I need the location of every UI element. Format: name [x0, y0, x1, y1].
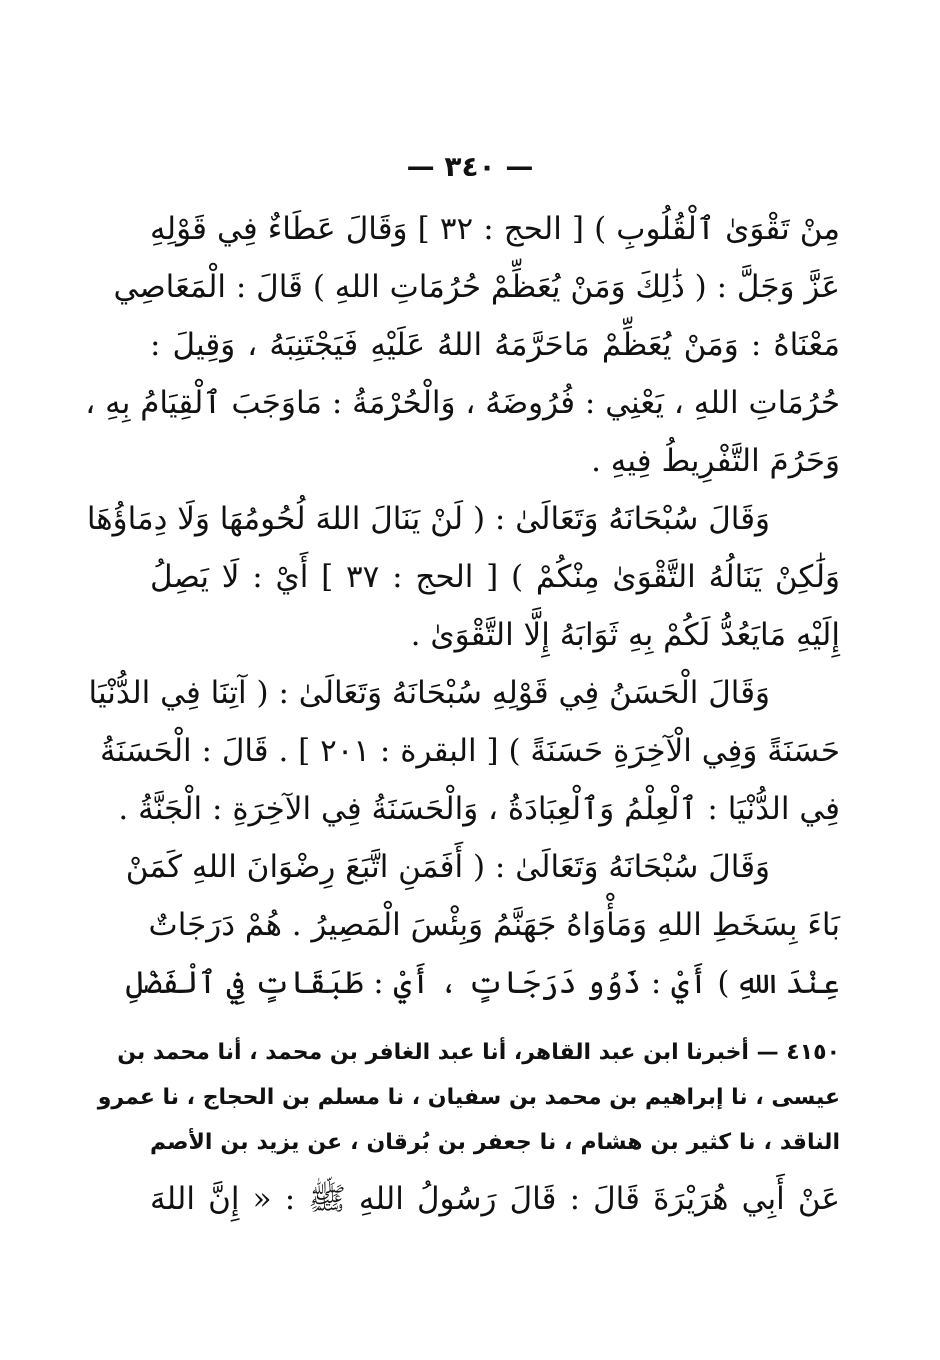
text-line: عَنْ أَبِي هُرَيْرَةَ قَالَ : قَالَ رَسُولُ اللهِ ﷺ : « إِنَّ اللهَ [150, 1181, 840, 1217]
text-line: حَسَنَةً وَفِي الْآخِرَةِ حَسَنَةً ) [ البقرة : ٢٠١ ] . قَالَ : الْحَسَنَةُ [99, 733, 840, 769]
text-line: بَاءَ بِسَخَطِ اللهِ وَمَأْوَاهُ جَهَنَّمُ وَبِئْسَ الْمَصِيرُ . هُمْ دَرَجَاتٌ [148, 907, 840, 943]
text-line: إِلَيْهِ مَايَعُدُّ لَكُمْ بِهِ ثَوَابَهُ إِلَّا التَّقْوَىٰ . [410, 617, 840, 653]
hadith-chain [97, 1030, 840, 1165]
text-line: وَقَالَ سُبْحَانَهُ وَتَعَالَىٰ : ( أَفَمَنِ اتَّبَعَ رِضْوَانَ اللهِ كَمَنْ [125, 849, 770, 885]
hadith-line: الناقد ، نا كثير بن هشام ، نا جعفر بن بُرقان ، عن يزيد بن الأصم [150, 1130, 840, 1155]
main-text [85, 200, 840, 1012]
hadith-line: عيسى ، نا إبراهيم بن محمد بن سفيان ، نا مسلم بن الحجاج ، نا عمرو [97, 1085, 840, 1110]
text-line: عَزَّ وَجَلَّ : ( ذَٰلِكَ وَمَنْ يُعَظِّمْ حُرُمَاتِ اللهِ ) قَالَ : الْمَعَاصِي [113, 269, 840, 305]
text-line: وَقَالَ الْحَسَنُ فِي قَوْلِهِ سُبْحَانَهُ وَتَعَالَىٰ : ( آتِنَا فِي الدُّنْيَا [88, 675, 770, 711]
text-line: فِي الدُّنْيَا : ٱلْعِلْمُ وَٱلْعِبَادَةُ ، وَالْحَسَنَةُ فِي الآخِرَةِ : الْجَنَّةُ . [118, 791, 840, 827]
text-line: مِنْ تَقْوَىٰ ٱلْقُلُوبِ ) [ الحج : ٣٢ ] وَقَالَ عَطَاءٌ فِي قَوْلِهِ [150, 211, 840, 247]
text-line: وَلَٰكِنْ يَنَالُهُ التَّقْوَىٰ مِنْكُمْ ) [ الحج : ٣٧ ] أَيْ : لَا يَصِلُ [150, 559, 840, 595]
page-number: — ٣٤٠ — [406, 150, 534, 183]
text-line: وَقَالَ سُبْحَانَهُ وَتَعَالَىٰ : ( لَنْ يَنَالَ اللهَ لُحُومُهَا وَلَا دِمَاؤُهَا [86, 501, 770, 537]
hadith-text [150, 1170, 840, 1228]
text-line: مَعْنَاهُ : وَمَنْ يُعَظِّمْ مَاحَرَّمَهُ اللهُ عَلَيْهِ فَيَجْتَنِبَهُ ، وَقِيلَ : [150, 327, 840, 363]
text-line: وَحَرُمَ التَّفْرِيطُ فِيهِ . [591, 443, 840, 479]
hadith-line: ٤١٥٠ — أخبرنا ابن عبد القاهر، أنا عبد الغافر بن محمد ، أنا محمد بن [117, 1040, 840, 1065]
text-line: حُرُمَاتِ اللهِ ، يَعْنِي : فُرُوضَهُ ، وَالْحُرْمَةُ : مَاوَجَبَ ٱلْقِيَامُ بِهِ ، [85, 385, 840, 421]
text-line: عِنْدَ اللهِ ) أَيْ : ذَوُو دَرَجَاتٍ ، أَيْ : طَبَقَاتٍ فِي ٱلْفَضْلِ [125, 965, 840, 1001]
